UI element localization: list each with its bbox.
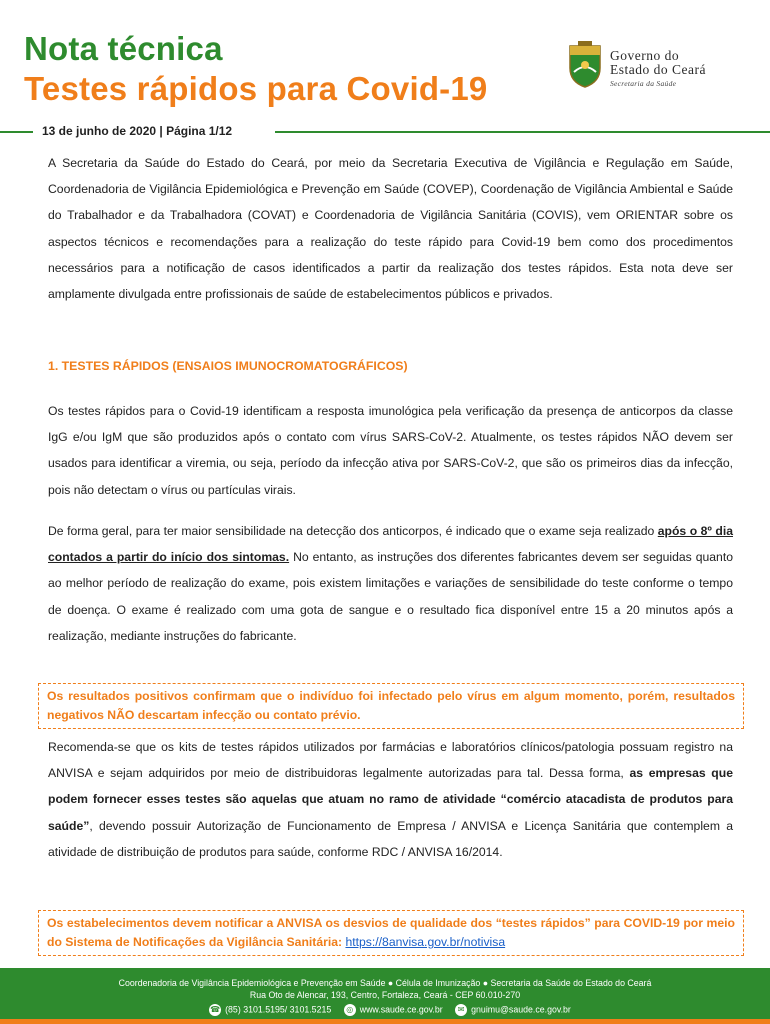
paragraph-3-text-a: Recomenda-se que os kits de testes rápidos utilizados por farmácias e laboratórios clínicos/patologia possuam registro na ANVISA e sejam adquiridos por meio de distribuidoras legalmente autorizadas para tal. Dessa forma, bbox=[48, 740, 733, 781]
government-logo bbox=[566, 40, 756, 92]
footer-site[interactable]: www.saude.ce.gov.br bbox=[359, 1004, 443, 1015]
gov-line-2: Estado do Ceará bbox=[610, 62, 706, 77]
date-page-label: 13 de junho de 2020 | Página 1/12 bbox=[42, 124, 233, 138]
footer-contacts bbox=[0, 1004, 770, 1016]
paragraph-3 bbox=[48, 734, 733, 865]
paragraph-1: Os testes rápidos para o Covid-19 identificam a resposta imunológica pela verificação da presença de anticorpos da classe IgG e/ou IgM que são produzidos após o contato com vírus SARS-CoV-2. Atualmente, os testes rápidos NÃO devem ser usados para identificar a viremia, ou seja, período da infecção ativa por SARS-CoV-2, que são os primeiros dias da infecção, pois não detectam o vírus ou partículas virais. bbox=[48, 404, 733, 497]
footer-accent-bar bbox=[0, 1019, 770, 1024]
footer-email[interactable]: gnuimu@saude.ce.gov.br bbox=[471, 1004, 571, 1015]
intro-paragraph: A Secretaria da Saúde do Estado do Ceará, por meio da Secretaria Executiva de Vigilância e Regulação em Saúde, Coordenadoria de Vigilância Epidemiológica e Prevenção em Saúde (COVEP), Coordenação de Vigilância Ambiental e Saúde do Trabalhador e da Trabalhadora (COVAT) e Coordenadoria de Vigilância Sanitária (COVIS), vem ORIENTAR sobre os aspectos técnicos e recomendações para a realização do teste rápido para Covid-19 bem como dos procedimentos necessários para a notificação de casos identificados a partir da realização dos testes rápidos. Esta nota deve ser amplamente divulgada entre profissionais de saúde de estabelecimentos públicos e privados. bbox=[48, 156, 733, 302]
divider-right bbox=[275, 131, 770, 133]
phone-icon: ☎ bbox=[210, 1005, 221, 1014]
footer-line-1: Coordenadoria de Vigilância Epidemiológica e Prevenção em Saúde ● Célula de Imunização ● Secretaria da Saúde do Estado do Ceará bbox=[118, 978, 652, 988]
paragraph-2 bbox=[48, 518, 733, 649]
paragraph-2-emphasis: após o 8º dia contados a partir do início dos sintomas. bbox=[48, 524, 733, 565]
footer bbox=[0, 968, 770, 1024]
section-1-title: 1. TESTES RÁPIDOS (ENSAIOS IMUNOCROMATOGRÁFICOS) bbox=[48, 359, 408, 373]
paragraph-3-emphasis: as empresas que podem fornecer esses testes são aquelas que atuam no ramo de atividade “comércio atacadista de produtos para saúde” bbox=[48, 766, 733, 833]
footer-phone: (85) 3101.5195/ 3101.5215 bbox=[225, 1004, 332, 1015]
callout-notification-text: Os estabelecimentos devem notificar a ANVISA os desvios de qualidade dos “testes rápidos” para COVID-19 por meio do Sistema de Notificações da Vigilância Sanitária: bbox=[47, 916, 735, 949]
web-icon: ◎ bbox=[344, 1004, 356, 1016]
gov-line-1: Governo do bbox=[610, 48, 680, 63]
title-line-1: Nota técnica bbox=[24, 30, 223, 67]
divider-left bbox=[0, 131, 33, 133]
date-line bbox=[0, 122, 770, 142]
callout-results: Os resultados positivos confirmam que o indivíduo foi infectado pelo vírus em algum momento, porém, resultados negativos NÃO descartam infecção ou contato prévio. bbox=[38, 683, 744, 729]
callout-notification bbox=[38, 910, 744, 956]
state-seal-icon bbox=[566, 40, 604, 88]
title-line-2: Testes rápidos para Covid-19 bbox=[24, 70, 488, 107]
notivisa-link[interactable]: https://8anvisa.gov.br/notivisa bbox=[345, 935, 506, 949]
gov-line-3: Secretaria da Saúde bbox=[610, 79, 677, 88]
footer-address: Rua Oto de Alencar, 193, Centro, Fortaleza, Ceará - CEP 60.010-270 bbox=[249, 990, 521, 1000]
paragraph-3-text-c: , devendo possuir Autorização de Funcionamento de Empresa / ANVISA e Licença Sanitária que contemplem a atividade de distribuição de produtos para saúde, conforme RDC / ANVISA 16/2014. bbox=[48, 818, 733, 859]
paragraph-2-text-a: De forma geral, para ter maior sensibilidade na detecção dos anticorpos, é indicado que o exame seja realizado bbox=[48, 524, 658, 538]
paragraph-2-text-c: No entanto, as instruções dos diferentes fabricantes devem ser seguidas quanto ao melhor período de realização do exame, pois existem limitações e variações de sensibilidade do teste conforme o tempo de doença. O exame é realizado com uma gota de sangue e o resultado fica disponível entre 15 a 20 minutos após a realização, mediante instruções do fabricante. bbox=[48, 550, 734, 643]
email-icon: ✉ bbox=[455, 1004, 467, 1016]
